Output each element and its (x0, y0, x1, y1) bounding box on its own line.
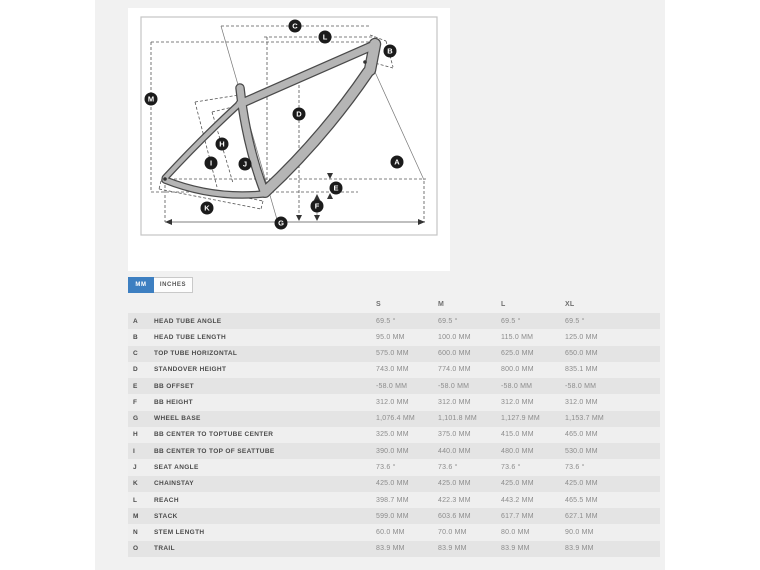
row-measure-name: BB CENTER TO TOPTUBE CENTER (154, 431, 274, 439)
row-value: 73.6 ° (501, 464, 521, 472)
size-column-header: L (501, 301, 506, 308)
table-row (128, 313, 660, 329)
row-value: 465.5 MM (565, 496, 598, 504)
row-value: -58.0 MM (565, 382, 597, 390)
row-value: 80.0 MM (501, 529, 530, 537)
row-measure-name: TRAIL (154, 545, 175, 553)
row-value: 325.0 MM (376, 431, 409, 439)
row-value: -58.0 MM (376, 382, 408, 390)
row-value: 70.0 MM (438, 529, 467, 537)
row-measure-name: STACK (154, 512, 178, 520)
rear-axle-dot (163, 177, 167, 181)
row-value: 480.0 MM (501, 447, 534, 455)
row-value: 83.9 MM (501, 545, 530, 553)
table-row (128, 492, 660, 508)
row-value: 69.5 ° (501, 317, 521, 325)
row-value: 73.6 ° (376, 464, 396, 472)
row-value: 1,076.4 MM (376, 415, 415, 423)
diagram-label-letter: L (322, 32, 328, 42)
row-letter: D (133, 366, 138, 374)
table-row (128, 443, 660, 459)
row-measure-name: HEAD TUBE ANGLE (154, 317, 222, 325)
row-measure-name: HEAD TUBE LENGTH (154, 333, 227, 341)
table-row (128, 541, 660, 557)
table-row (128, 411, 660, 427)
row-value: 398.7 MM (376, 496, 409, 504)
row-value: 90.0 MM (565, 529, 594, 537)
row-value: 627.1 MM (565, 512, 598, 520)
row-value: 83.9 MM (565, 545, 594, 553)
row-measure-name: REACH (154, 496, 179, 504)
row-value: 425.0 MM (565, 480, 598, 488)
row-letter: E (133, 382, 138, 390)
diagram-label-letter: A (394, 157, 400, 167)
row-value: 774.0 MM (438, 366, 471, 374)
row-value: 599.0 MM (376, 512, 409, 520)
row-measure-name: BB CENTER TO TOP OF SEATTUBE (154, 447, 275, 455)
row-value: 115.0 MM (501, 333, 534, 341)
row-value: 95.0 MM (376, 333, 405, 341)
row-letter: A (133, 317, 138, 325)
diagram-label-letter: F (314, 201, 320, 211)
cable-port-dot (363, 60, 367, 64)
diagram-label-letter: E (333, 183, 339, 193)
row-letter: I (133, 447, 135, 455)
row-value: -58.0 MM (438, 382, 470, 390)
row-letter: H (133, 431, 138, 439)
row-value: 69.5 ° (565, 317, 585, 325)
geometry-table (128, 296, 660, 557)
row-measure-name: TOP TUBE HORIZONTAL (154, 350, 238, 358)
row-value: 60.0 MM (376, 529, 405, 537)
row-value: 443.2 MM (501, 496, 534, 504)
row-value: 415.0 MM (501, 431, 534, 439)
row-letter: O (133, 545, 139, 553)
size-column-header: M (438, 301, 445, 308)
row-value: 83.9 MM (376, 545, 405, 553)
row-value: 312.0 MM (376, 398, 409, 406)
row-measure-name: STEM LENGTH (154, 529, 205, 537)
row-measure-name: BB HEIGHT (154, 398, 193, 406)
table-header-row (128, 296, 660, 313)
row-value: 425.0 MM (376, 480, 409, 488)
size-column-header: S (376, 301, 381, 308)
table-row (128, 524, 660, 540)
table-row (128, 329, 660, 345)
diagram-label-letter: J (242, 159, 248, 169)
row-letter: M (133, 512, 139, 520)
table-row (128, 476, 660, 492)
row-measure-name: WHEEL BASE (154, 415, 201, 423)
row-measure-name: STANDOVER HEIGHT (154, 366, 227, 374)
row-value: 1,127.9 MM (501, 415, 540, 423)
content-column (95, 0, 665, 570)
diagram-label-letter: G (278, 218, 284, 228)
row-value: 312.0 MM (438, 398, 471, 406)
row-value: 800.0 MM (501, 366, 534, 374)
row-measure-name: CHAINSTAY (154, 480, 194, 488)
row-value: 375.0 MM (438, 431, 471, 439)
table-row (128, 427, 660, 443)
row-value: 600.0 MM (438, 350, 471, 358)
row-value: 530.0 MM (565, 447, 598, 455)
row-letter: K (133, 480, 138, 488)
row-letter: N (133, 529, 138, 537)
row-letter: J (133, 464, 137, 472)
row-value: 312.0 MM (501, 398, 534, 406)
diagram-label-letter: I (209, 158, 213, 168)
diagram-label-letter: K (204, 203, 210, 213)
row-letter: F (133, 398, 137, 406)
mm-toggle-button[interactable]: MM (128, 277, 154, 293)
row-letter: L (133, 496, 137, 504)
row-value: 312.0 MM (565, 398, 598, 406)
row-measure-name: BB OFFSET (154, 382, 194, 390)
table-row (128, 394, 660, 410)
inches-toggle-button[interactable]: INCHES (154, 277, 193, 293)
table-row (128, 346, 660, 362)
diagram-label-letter: C (292, 21, 298, 31)
row-value: 425.0 MM (501, 480, 534, 488)
row-value: 125.0 MM (565, 333, 598, 341)
row-value: 835.1 MM (565, 366, 598, 374)
diagram-label-letter: B (387, 46, 393, 56)
unit-toggle (128, 277, 193, 293)
row-value: 425.0 MM (438, 480, 471, 488)
row-letter: B (133, 333, 138, 341)
row-value: 743.0 MM (376, 366, 409, 374)
row-letter: C (133, 350, 138, 358)
row-value: 390.0 MM (376, 447, 409, 455)
row-value: 1,153.7 MM (565, 415, 604, 423)
row-value: 83.9 MM (438, 545, 467, 553)
row-measure-name: SEAT ANGLE (154, 464, 199, 472)
table-row (128, 378, 660, 394)
size-column-header: XL (565, 301, 575, 308)
row-value: -58.0 MM (501, 382, 533, 390)
row-value: 625.0 MM (501, 350, 534, 358)
table-row (128, 459, 660, 475)
geometry-diagram-image (128, 8, 450, 271)
row-value: 69.5 ° (376, 317, 396, 325)
row-value: 575.0 MM (376, 350, 409, 358)
row-value: 650.0 MM (565, 350, 598, 358)
row-value: 465.0 MM (565, 431, 598, 439)
row-value: 440.0 MM (438, 447, 471, 455)
diagram-label-letter: D (296, 109, 302, 119)
table-row (128, 362, 660, 378)
row-value: 69.5 ° (438, 317, 458, 325)
diagram-label-letter: H (219, 139, 225, 149)
row-letter: G (133, 415, 139, 423)
diagram-label-letter: M (147, 94, 155, 104)
row-value: 603.6 MM (438, 512, 471, 520)
row-value: 73.6 ° (438, 464, 458, 472)
row-value: 617.7 MM (501, 512, 534, 520)
row-value: 100.0 MM (438, 333, 471, 341)
row-value: 73.6 ° (565, 464, 585, 472)
row-value: 422.3 MM (438, 496, 471, 504)
row-value: 1,101.8 MM (438, 415, 477, 423)
table-row (128, 508, 660, 524)
bike-frame-diagram (128, 8, 450, 271)
